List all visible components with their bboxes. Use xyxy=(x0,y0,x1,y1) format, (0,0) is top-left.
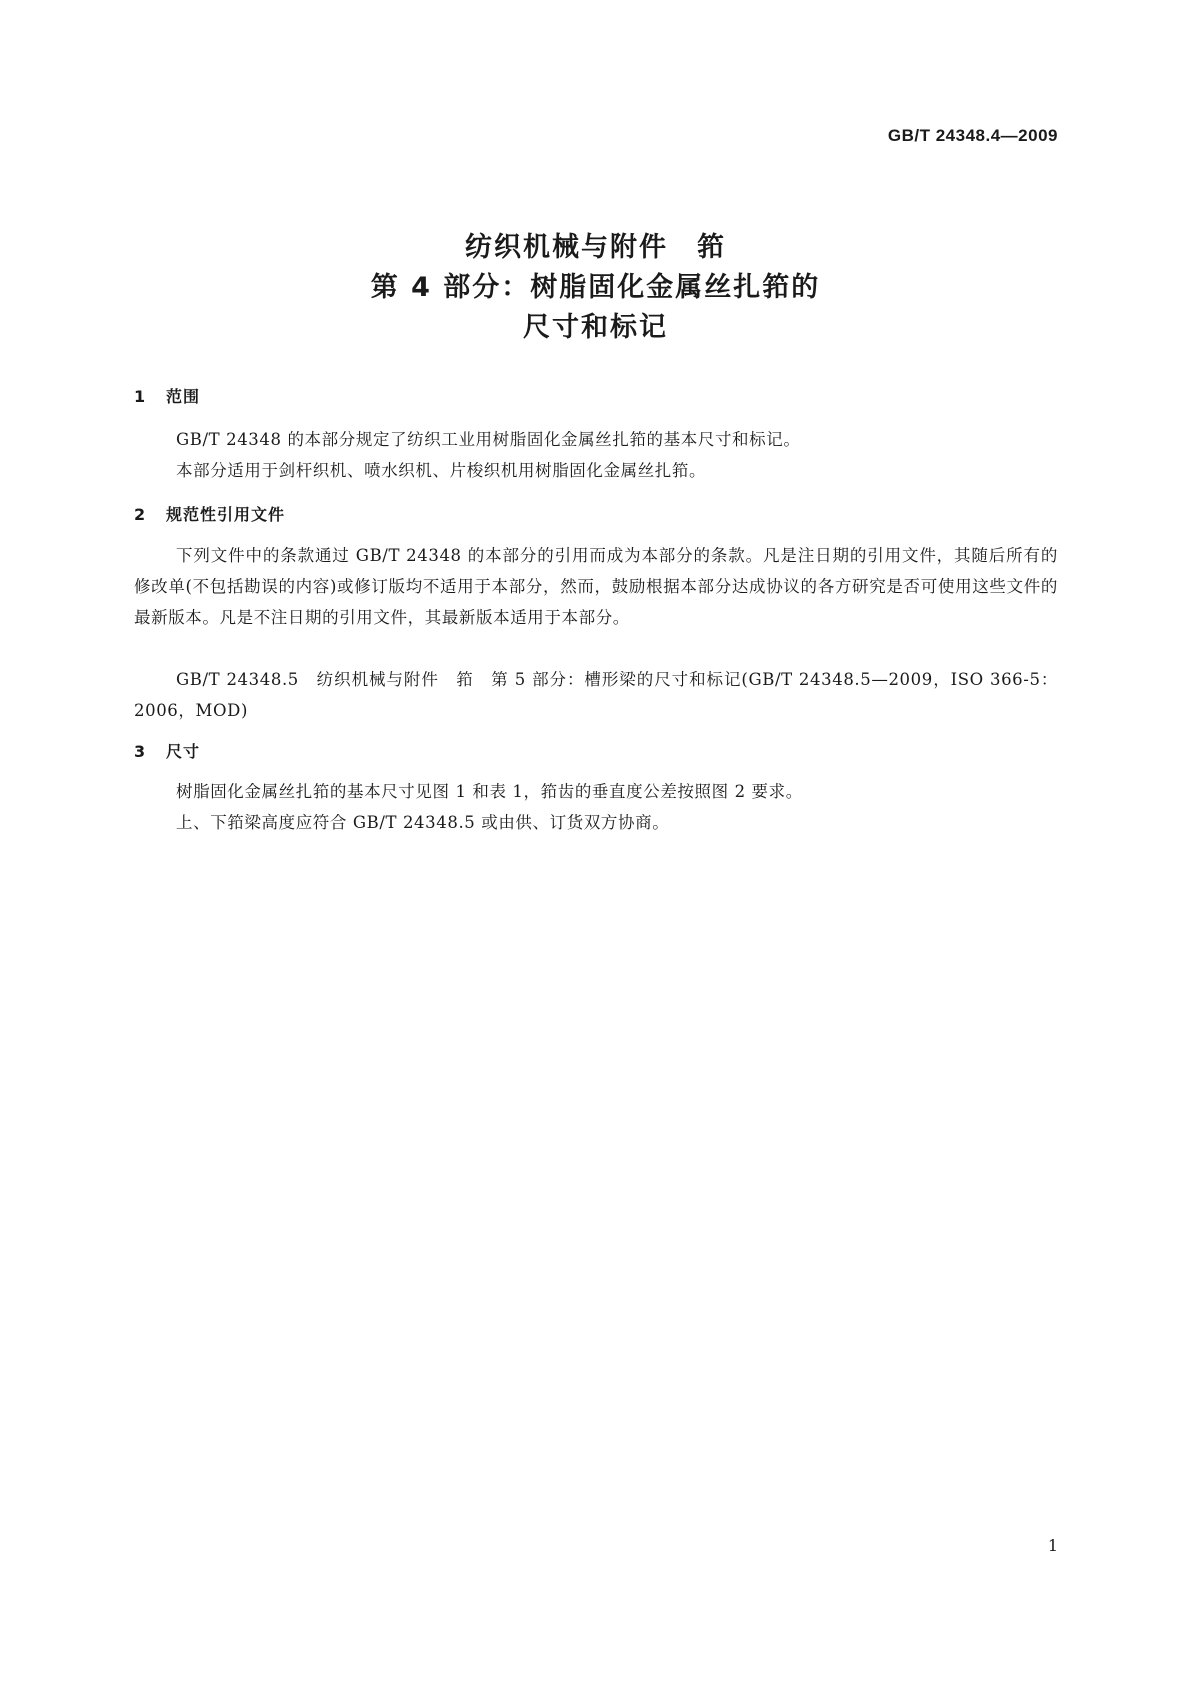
section-title: 范围 xyxy=(166,387,201,406)
section-1-paragraph-2: 本部分适用于剑杆织机、喷水织机、片梭织机用树脂固化金属丝扎筘。 xyxy=(176,461,707,480)
page-number: 1 xyxy=(1047,1536,1058,1555)
section-2-heading xyxy=(134,502,285,525)
title-line-1: 纺织机械与附件 筘 xyxy=(465,232,726,263)
section-3-paragraph-1: 树脂固化金属丝扎筘的基本尺寸见图 1 和表 1，筘齿的垂直度公差按照图 2 要求。 xyxy=(176,782,803,801)
section-1-paragraph-1: GB/T 24348 的本部分规定了纺织工业用树脂固化金属丝扎筘的基本尺寸和标记。 xyxy=(176,430,801,449)
section-title: 尺寸 xyxy=(166,742,201,761)
section-2-reference: GB/T 24348.5 纺织机械与附件 筘 第 5 部分：槽形梁的尺寸和标记(GB/T 24348.5—2009，ISO 366-5：2006，MOD) xyxy=(134,670,1058,720)
document-title xyxy=(0,228,1191,348)
section-number: 2 xyxy=(134,505,147,524)
standard-number: GB/T 24348.4—2009 xyxy=(887,126,1058,145)
section-3-paragraph-2: 上、下筘梁高度应符合 GB/T 24348.5 或由供、订货双方协商。 xyxy=(176,813,670,832)
title-line-3: 尺寸和标记 xyxy=(523,312,668,343)
section-1-heading xyxy=(134,384,200,407)
section-number: 1 xyxy=(134,387,147,406)
title-line-2: 第 4 部分：树脂固化金属丝扎筘的 xyxy=(370,272,821,303)
section-3-heading xyxy=(134,739,200,762)
section-number: 3 xyxy=(134,742,147,761)
section-2-paragraph-1: 下列文件中的条款通过 GB/T 24348 的本部分的引用而成为本部分的条款。凡是注日期的引用文件，其随后所有的修改单(不包括勘误的内容)或修订版均不适用于本部分，然而，鼓励根据本部分达成协议的各方研究是否可使用这些文件的最新版本。凡是不注日期的引用文件，其最新版本适用于本部分。 xyxy=(134,546,1058,627)
section-title: 规范性引用文件 xyxy=(166,505,286,524)
